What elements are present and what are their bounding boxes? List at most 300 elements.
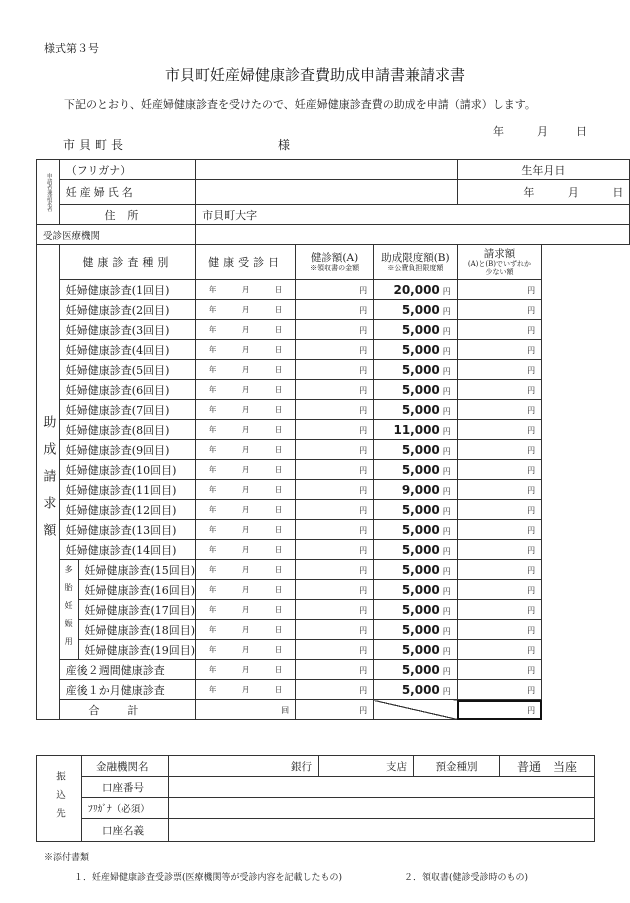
checkup-date-field[interactable] (196, 580, 296, 600)
claim-amount-field[interactable] (457, 420, 541, 440)
checkup-amount-field[interactable] (296, 420, 374, 440)
subsidy-limit-value: 5,000 (401, 562, 440, 577)
date-year-unit: 年 (208, 625, 217, 634)
checkup-amount-field[interactable] (296, 360, 374, 380)
subsidy-limit (374, 480, 458, 500)
date-day-unit: 日 (274, 605, 283, 614)
col-date-header: 健康受診日 (196, 245, 296, 280)
yen-unit: 円 (359, 626, 368, 635)
checkup-type-label: 妊婦健康診査(10回目) (59, 460, 195, 480)
subsidy-limit (374, 640, 458, 660)
yen-unit: 円 (359, 546, 368, 555)
claim-amount-field[interactable] (457, 660, 541, 680)
checkup-type-label: 妊婦健康診査(15回目) (78, 560, 196, 580)
claim-amount-field[interactable] (457, 500, 541, 520)
date-day-unit: 日 (274, 325, 283, 334)
yen-unit: 円 (442, 366, 451, 376)
holder-furigana-label: ﾌﾘｶﾞﾅ（必須） (82, 798, 169, 819)
col-b-note: ※公費負担限度額 (387, 264, 444, 273)
subsidy-limit-value: 5,000 (401, 642, 440, 657)
yen-unit: 円 (359, 426, 368, 435)
count-unit: 回 (281, 706, 290, 715)
checkup-amount-field[interactable] (296, 540, 374, 560)
yen-unit: 円 (359, 466, 368, 475)
date-day-unit: 日 (274, 465, 283, 474)
checkup-type-label: 産後１か月健康診査 (59, 680, 195, 700)
birth-month-label: 月 (567, 186, 579, 199)
col-b-header (374, 245, 458, 280)
bank-suffix: 銀行 (291, 760, 312, 773)
date-year-label: 年 (493, 125, 504, 138)
yen-unit: 円 (442, 306, 451, 316)
form-number: 様式第３号 (44, 42, 99, 55)
yen-unit: 円 (527, 546, 536, 555)
claim-amount-field[interactable] (457, 520, 541, 540)
checkup-row (37, 480, 630, 500)
yen-unit: 円 (442, 666, 451, 676)
yen-unit: 円 (442, 686, 451, 696)
checkup-row (37, 420, 630, 440)
yen-unit: 円 (527, 466, 536, 475)
date-month-unit: 月 (241, 485, 250, 494)
date-month-unit: 月 (241, 505, 250, 514)
checkup-row (37, 500, 630, 520)
total-amount-field[interactable] (296, 700, 374, 720)
date-month-unit: 月 (241, 285, 250, 294)
checkup-amount-field[interactable] (296, 680, 374, 700)
yen-unit: 円 (527, 306, 536, 315)
checkup-row (37, 640, 630, 660)
checkup-date-field[interactable] (196, 340, 296, 360)
yen-unit: 円 (527, 386, 536, 395)
date-day-unit: 日 (274, 585, 283, 594)
date-day-unit: 日 (274, 445, 283, 454)
subsidy-limit (374, 420, 458, 440)
yen-unit: 円 (359, 366, 368, 375)
checkup-amount-field[interactable] (296, 380, 374, 400)
subsidy-limit (374, 460, 458, 480)
subsidy-limit (374, 320, 458, 340)
checkup-type-label: 妊婦健康診査(1回目) (59, 280, 195, 300)
subsidy-limit (374, 500, 458, 520)
date-year-unit: 年 (208, 545, 217, 554)
furigana-label: （フリガナ） (59, 160, 195, 180)
claim-amount-field[interactable] (457, 460, 541, 480)
subsidy-limit-value: 20,000 (393, 282, 440, 297)
addressee: 市貝町長 (63, 138, 128, 152)
subsidy-limit-value: 5,000 (401, 582, 440, 597)
yen-unit: 円 (527, 486, 536, 495)
addressee-honorific: 様 (278, 138, 291, 152)
birth-date-field[interactable] (457, 180, 629, 205)
branch-field[interactable] (319, 756, 414, 777)
checkup-row (37, 340, 630, 360)
col-c-header (457, 245, 541, 280)
yen-unit: 円 (359, 346, 368, 355)
date-day-unit: 日 (274, 565, 283, 574)
subsidy-limit (374, 280, 458, 300)
checkup-amount-field[interactable] (296, 600, 374, 620)
name-field[interactable] (196, 180, 458, 205)
claim-amount-field[interactable] (457, 280, 541, 300)
checkup-type-label: 妊婦健康診査(11回目) (59, 480, 195, 500)
date-day-unit: 日 (274, 485, 283, 494)
yen-unit: 円 (359, 646, 368, 655)
date-day-unit: 日 (274, 545, 283, 554)
yen-unit: 円 (359, 446, 368, 455)
checkup-row (37, 580, 630, 600)
yen-unit: 円 (359, 526, 368, 535)
claim-amount-field[interactable] (457, 340, 541, 360)
date-day-unit: 日 (274, 345, 283, 354)
subsidy-limit (374, 300, 458, 320)
attachment-item-2: ２．領収書(健診受診時のもの) (404, 873, 529, 883)
date-year-unit: 年 (208, 485, 217, 494)
total-limit-blank (374, 700, 458, 720)
yen-unit: 円 (527, 586, 536, 595)
date-day-unit: 日 (274, 425, 283, 434)
date-day-unit: 日 (274, 525, 283, 534)
date-day-unit: 日 (274, 365, 283, 374)
date-year-unit: 年 (208, 645, 217, 654)
yen-unit: 円 (527, 326, 536, 335)
subsidy-limit-value: 5,000 (401, 362, 440, 377)
subsidy-limit (374, 580, 458, 600)
yen-unit: 円 (527, 646, 536, 655)
claim-amount-field[interactable] (457, 440, 541, 460)
checkup-row (37, 560, 630, 580)
checkup-type-label: 妊婦健康診査(4回目) (59, 340, 195, 360)
yen-unit: 円 (359, 686, 368, 695)
yen-unit: 円 (359, 326, 368, 335)
checkup-amount-field[interactable] (296, 280, 374, 300)
yen-unit: 円 (527, 366, 536, 375)
checkup-amount-field[interactable] (296, 520, 374, 540)
subsidy-limit (374, 520, 458, 540)
date-year-unit: 年 (208, 365, 217, 374)
yen-unit: 円 (359, 306, 368, 315)
total-label: 合計 (59, 700, 195, 720)
subsidy-limit (374, 660, 458, 680)
checkup-row (37, 620, 630, 640)
date-year-unit: 年 (208, 325, 217, 334)
checkup-date-field[interactable] (196, 660, 296, 680)
subsidy-limit-value: 5,000 (401, 322, 440, 337)
checkup-amount-field[interactable] (296, 300, 374, 320)
col-a-title: 健診額(A) (310, 251, 359, 264)
yen-unit: 円 (359, 406, 368, 415)
date-month-unit: 月 (241, 365, 250, 374)
subsidy-limit (374, 620, 458, 640)
date-year-unit: 年 (208, 605, 217, 614)
claim-amount-field[interactable] (457, 640, 541, 660)
checkup-row (37, 400, 630, 420)
multiple-pregnancy-label: 多胎妊娠用 (59, 560, 78, 660)
yen-unit: 円 (442, 506, 451, 516)
subsidy-limit-value: 9,000 (401, 482, 440, 497)
checkup-date-field[interactable] (196, 620, 296, 640)
subsidy-limit-value: 11,000 (393, 422, 440, 437)
claim-amount-field[interactable] (457, 480, 541, 500)
checkup-date-field[interactable] (196, 600, 296, 620)
date-day-unit: 日 (274, 685, 283, 694)
checkup-row (37, 300, 630, 320)
checkup-row (37, 660, 630, 680)
claim-amount-field[interactable] (457, 620, 541, 640)
bank-name-field[interactable] (169, 756, 319, 777)
yen-unit: 円 (527, 426, 536, 435)
checkup-type-label: 妊婦健康診査(18回目) (78, 620, 196, 640)
date-year-unit: 年 (208, 385, 217, 394)
claim-amount-field[interactable] (457, 540, 541, 560)
checkup-date-field[interactable] (196, 300, 296, 320)
subsidy-limit (374, 540, 458, 560)
date-year-unit: 年 (208, 305, 217, 314)
checkup-date-field[interactable] (196, 400, 296, 420)
claim-amount-field[interactable] (457, 300, 541, 320)
date-month-unit: 月 (241, 465, 250, 474)
account-no-label: 口座番号 (82, 777, 169, 798)
col-c-note2: 少ない額 (485, 268, 514, 277)
date-year-unit: 年 (208, 425, 217, 434)
subsidy-limit-value: 5,000 (401, 682, 440, 697)
intro-text: 下記のとおり、妊産婦健康診査を受けたので、妊産婦健康診査費の助成を申請（請求）します。 (64, 98, 536, 111)
yen-unit: 円 (442, 446, 451, 456)
checkup-row (37, 280, 630, 300)
date-month-label: 月 (537, 125, 548, 138)
date-day-unit: 日 (274, 625, 283, 634)
subsidy-limit-value: 5,000 (401, 502, 440, 517)
date-year-unit: 年 (208, 665, 217, 674)
checkup-amount-field[interactable] (296, 320, 374, 340)
claim-amount-field[interactable] (457, 580, 541, 600)
checkup-amount-field[interactable] (296, 620, 374, 640)
yen-unit: 円 (527, 566, 536, 575)
date-year-unit: 年 (208, 685, 217, 694)
yen-unit: 円 (527, 526, 536, 535)
subsidy-limit-value: 5,000 (401, 622, 440, 637)
checkup-amount-field[interactable] (296, 340, 374, 360)
holder-field[interactable] (169, 819, 595, 842)
claim-amount-field[interactable] (457, 560, 541, 580)
yen-unit: 円 (359, 386, 368, 395)
subsidy-limit-value: 5,000 (401, 442, 440, 457)
checkup-type-label: 妊婦健康診査(2回目) (59, 300, 195, 320)
claim-amount-field[interactable] (457, 320, 541, 340)
date-day-unit: 日 (274, 305, 283, 314)
attachments-heading: ※添付書類 (44, 853, 90, 863)
date-year-unit: 年 (208, 505, 217, 514)
clinic-field[interactable] (196, 225, 630, 245)
application-table (36, 159, 630, 720)
yen-unit: 円 (442, 326, 451, 336)
checkup-amount-field[interactable] (296, 460, 374, 480)
birth-label: 生年月日 (457, 160, 629, 180)
date-month-unit: 月 (241, 645, 250, 654)
holder-furigana-field[interactable] (169, 798, 595, 819)
yen-unit: 円 (442, 466, 451, 476)
checkup-type-label: 妊婦健康診査(7回目) (59, 400, 195, 420)
yen-unit: 円 (527, 686, 536, 695)
bank-table (36, 755, 595, 842)
yen-unit: 円 (359, 486, 368, 495)
checkup-amount-field[interactable] (296, 660, 374, 680)
date-month-unit: 月 (241, 545, 250, 554)
checkup-date-field[interactable] (196, 420, 296, 440)
checkup-type-label: 妊婦健康診査(9回目) (59, 440, 195, 460)
date-day-label: 日 (576, 125, 587, 138)
col-c-note1: (A)と(B)でいずれか (467, 260, 532, 269)
checkup-amount-field[interactable] (296, 560, 374, 580)
name-label: 妊産婦氏名 (59, 180, 195, 205)
account-type-field[interactable]: 普通 当座 (500, 756, 595, 777)
subsidy-limit-value: 5,000 (401, 462, 440, 477)
col-b-title: 助成限度額(B) (381, 251, 450, 264)
checkup-amount-field[interactable] (296, 500, 374, 520)
subsidy-limit (374, 560, 458, 580)
date-month-unit: 月 (241, 605, 250, 614)
branch-suffix: 支店 (386, 760, 407, 773)
date-year-unit: 年 (208, 525, 217, 534)
account-no-field[interactable] (169, 777, 595, 798)
col-a-header (296, 245, 374, 280)
yen-unit: 円 (359, 666, 368, 675)
yen-unit: 円 (442, 586, 451, 596)
yen-unit: 円 (359, 706, 368, 715)
subsidy-limit (374, 400, 458, 420)
address-field[interactable]: 市貝町大字 (196, 205, 630, 225)
claim-amount-field[interactable] (457, 360, 541, 380)
checkup-amount-field[interactable] (296, 580, 374, 600)
subsidy-limit-value: 5,000 (401, 342, 440, 357)
checkup-date-field[interactable] (196, 360, 296, 380)
checkup-date-field[interactable] (196, 380, 296, 400)
date-month-unit: 月 (241, 405, 250, 414)
checkup-type-label: 妊婦健康診査(13回目) (59, 520, 195, 540)
date-day-unit: 日 (274, 385, 283, 394)
checkup-amount-field[interactable] (296, 400, 374, 420)
checkup-date-field[interactable] (196, 680, 296, 700)
checkup-type-label: 妊婦健康診査(6回目) (59, 380, 195, 400)
yen-unit: 円 (442, 626, 451, 636)
checkup-type-label: 妊婦健康診査(19回目) (78, 640, 196, 660)
subsidy-side-label: 助成請求額 (37, 245, 60, 720)
subsidy-limit (374, 380, 458, 400)
checkup-date-field[interactable] (196, 560, 296, 580)
date-year-unit: 年 (208, 345, 217, 354)
checkup-row (37, 360, 630, 380)
claim-amount-field[interactable] (457, 600, 541, 620)
date-year-unit: 年 (208, 285, 217, 294)
yen-unit: 円 (359, 566, 368, 575)
yen-unit: 円 (359, 506, 368, 515)
yen-unit: 円 (527, 346, 536, 355)
yen-unit: 円 (527, 706, 536, 715)
yen-unit: 円 (527, 506, 536, 515)
date-day-unit: 日 (274, 505, 283, 514)
date-day-unit: 日 (274, 285, 283, 294)
checkup-row (37, 540, 630, 560)
yen-unit: 円 (527, 446, 536, 455)
claim-amount-field[interactable] (457, 680, 541, 700)
yen-unit: 円 (442, 426, 451, 436)
subsidy-limit (374, 340, 458, 360)
checkup-row (37, 440, 630, 460)
checkup-type-label: 妊婦健康診査(17回目) (78, 600, 196, 620)
yen-unit: 円 (442, 486, 451, 496)
date-month-unit: 月 (241, 665, 250, 674)
yen-unit: 円 (442, 286, 451, 296)
yen-unit: 円 (442, 386, 451, 396)
bank-side-label: 振込先 (37, 756, 82, 842)
subsidy-limit-value: 5,000 (401, 382, 440, 397)
yen-unit: 円 (527, 626, 536, 635)
claim-amount-field[interactable] (457, 400, 541, 420)
date-month-unit: 月 (241, 445, 250, 454)
address-label: 住所 (59, 205, 195, 225)
yen-unit: 円 (442, 606, 451, 616)
birth-day-label: 日 (612, 186, 624, 199)
checkup-amount-field[interactable] (296, 480, 374, 500)
checkup-date-field[interactable] (196, 540, 296, 560)
date-day-unit: 日 (274, 665, 283, 674)
subsidy-limit-value: 5,000 (401, 302, 440, 317)
yen-unit: 円 (527, 606, 536, 615)
date-year-unit: 年 (208, 405, 217, 414)
date-year-unit: 年 (208, 445, 217, 454)
checkup-date-field[interactable] (196, 500, 296, 520)
checkup-type-label: 妊婦健康診査(12回目) (59, 500, 195, 520)
checkup-date-field[interactable] (196, 320, 296, 340)
date-month-unit: 月 (241, 525, 250, 534)
subsidy-limit (374, 600, 458, 620)
checkup-row (37, 680, 630, 700)
date-month-unit: 月 (241, 585, 250, 594)
subsidy-limit-value: 5,000 (401, 542, 440, 557)
subsidy-limit-value: 5,000 (401, 522, 440, 537)
yen-unit: 円 (527, 286, 536, 295)
col-c-title: 請求額 (483, 247, 516, 260)
attachment-item-1: １．妊産婦健康診査受診票(医療機関等が受診内容を記載したもの) (74, 873, 343, 883)
yen-unit: 円 (359, 286, 368, 295)
col-a-note: ※領収書の金額 (310, 264, 360, 273)
checkup-amount-field[interactable] (296, 440, 374, 460)
checkup-date-field[interactable] (196, 280, 296, 300)
date-day-unit: 日 (274, 645, 283, 654)
checkup-date-field[interactable] (196, 460, 296, 480)
total-claim-field[interactable] (457, 700, 541, 720)
yen-unit: 円 (527, 666, 536, 675)
checkup-date-field[interactable] (196, 640, 296, 660)
claim-amount-field[interactable] (457, 380, 541, 400)
yen-unit: 円 (442, 546, 451, 556)
total-row (37, 700, 630, 720)
checkup-amount-field[interactable] (296, 640, 374, 660)
date-year-unit: 年 (208, 565, 217, 574)
subsidy-limit (374, 440, 458, 460)
checkup-date-field[interactable] (196, 480, 296, 500)
total-count-field[interactable] (196, 700, 296, 720)
holder-label: 口座名義 (82, 819, 169, 842)
account-type-label: 預金種別 (414, 756, 500, 777)
checkup-date-field[interactable] (196, 440, 296, 460)
furigana-field[interactable] (196, 160, 458, 180)
checkup-type-label: 産後２週間健康診査 (59, 660, 195, 680)
checkup-date-field[interactable] (196, 520, 296, 540)
birth-year-label: 年 (523, 186, 535, 199)
yen-unit: 円 (442, 346, 451, 356)
date-month-unit: 月 (241, 565, 250, 574)
